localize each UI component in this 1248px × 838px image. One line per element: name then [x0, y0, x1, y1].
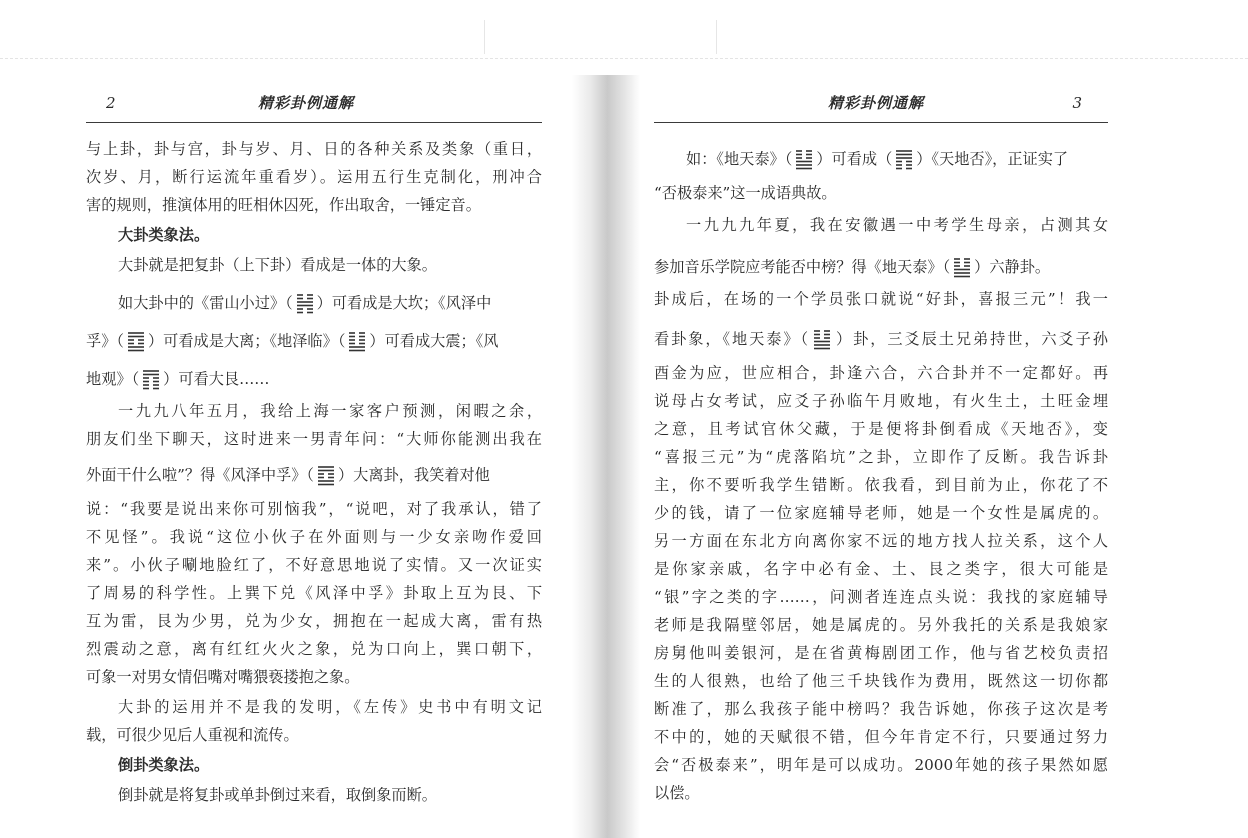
section-heading: 倒卦类象法。 [118, 756, 210, 774]
text-line: 一九九九年夏，我在安徽遇一中考学生母亲，占测其女 [686, 216, 1108, 234]
text-line: 大卦就是把复卦（上下卦）看成是一体的大象。 [118, 256, 437, 274]
text-line: 老师是我隔壁邻居，她是属虎的。另外我托的关系是我娘家 [654, 616, 1108, 634]
text-line: 少的钱，请了一位家庭辅导老师，她是一个女性是属虎的。 [654, 504, 1108, 522]
text-span: ）六静卦。 [974, 258, 1051, 276]
text-line [654, 145, 1108, 173]
text-line [654, 253, 1108, 281]
text-line: 是你家亲戚，名字中必有金、土、艮之类字，很大可能是 [654, 560, 1108, 578]
text-line: 朋友们坐下聊天，这时进来一男青年问：“大师你能测出我在 [86, 430, 542, 448]
text-line: 了周易的科学性。上巽下兑《风泽中孚》卦取上互为艮、下 [86, 584, 542, 602]
text-line [654, 325, 1108, 353]
hexagram-icon [953, 257, 971, 279]
section-heading: 大卦类象法。 [118, 226, 210, 244]
text-line [86, 365, 542, 393]
text-span: ）《天地否》，正证实了 [916, 150, 1069, 168]
text-span: ）大离卦，我笑着对他 [337, 466, 490, 484]
text-line: 以偿。 [654, 784, 700, 802]
hexagram-icon [296, 293, 314, 315]
text-span: ）可看成是大离；《地泽临》（ [147, 332, 346, 350]
text-span: 看卦象，《地天泰》（ [654, 330, 811, 348]
text-line: 倒卦就是将复卦或单卦倒过来看，取倒象而断。 [118, 786, 437, 804]
text-line: 次岁、月，断行运流年重看岁）。运用五行生克制化，刑冲合 [86, 168, 542, 186]
text-line: 烈震动之意，离有红红火火之象，兑为口向上，巽口朝下， [86, 640, 542, 658]
text-line: 说母占女考试，应爻子孙临午月败地，有火生土，土旺金埋 [654, 392, 1108, 410]
running-title: 精彩卦例通解 [258, 94, 355, 112]
running-title: 精彩卦例通解 [828, 94, 925, 112]
hexagram-icon [895, 149, 913, 171]
text-line: 一九九八年五月，我给上海一家客户预测，闲暇之余， [118, 402, 542, 420]
text-line: 不见怪”。我说“这位小伙子在外面则与一少女亲吻作爱回 [86, 528, 542, 546]
book-gutter-shadow [572, 75, 640, 838]
text-line: 另一方面在东北方向离你家不远的地方找人拉关系，这个人 [654, 532, 1108, 550]
text-line [86, 327, 542, 355]
text-span: ）可看成是大坎；《风泽中 [316, 294, 492, 312]
text-line: 卦成后，在场的一个学员张口就说“好卦，喜报三元”！我一 [654, 290, 1108, 308]
hexagram-icon [813, 329, 831, 351]
text-line: 之意，且考试官休父藏，于是便将卦倒看成《天地否》，变 [654, 420, 1108, 438]
text-line: 会“否极泰来”，明年是可以成功。2000年她的孩子果然如愿 [654, 756, 1108, 774]
hexagram-icon [795, 149, 813, 171]
text-line: 主，你不要听我学生错断。依我看，到目前为止，你花了不 [654, 476, 1108, 494]
text-line: 房舅他叫姜银河，是在省黄梅剧团工作，他与省艺校负责招 [654, 644, 1108, 662]
scan-fold-line [0, 58, 1248, 59]
text-line [86, 289, 542, 317]
text-span: 孚》（ [86, 332, 124, 350]
text-line: 不中的，她的天赋很不错，但今年肯定不行，只要通过努力 [654, 728, 1108, 746]
right-page [654, 86, 1108, 802]
hexagram-icon [317, 465, 335, 487]
text-line: 来”。小伙子唰地脸红了，不好意思地说了实情。又一次证实 [86, 556, 542, 574]
text-line: 断准了，那么我孩子能中榜吗？我告诉她，你孩子这次是考 [654, 700, 1108, 718]
hexagram-icon [348, 331, 366, 353]
text-line [86, 461, 542, 489]
text-line: “喜报三元”为“虎落陷坑”之卦，立即作了反断。我告诉卦 [654, 448, 1108, 466]
text-line: 互为雷，艮为少男，兑为少女，拥抱在一起成大离，雷有热 [86, 612, 542, 630]
text-line: 说：“我要是说出来你可别恼我”，“说吧，对了我承认，错了 [86, 500, 542, 518]
hexagram-icon [142, 369, 160, 391]
text-span: ）可看成大震；《风 [369, 332, 499, 350]
text-line: “否极泰来”这一成语典故。 [654, 184, 837, 202]
text-span: 外面干什么啦”？得《风泽中孚》（ [86, 466, 314, 484]
text-line: 与上卦，卦与宫，卦与岁、月、日的各种关系及类象（重日， [86, 140, 542, 158]
text-span: 地观》（ [86, 370, 140, 388]
text-line: 可象一对男女情侣嘴对嘴猥亵搂抱之象。 [86, 668, 360, 686]
hexagram-icon [127, 331, 145, 353]
page-number: 3 [1072, 94, 1082, 112]
text-span: ）可看大艮…… [163, 370, 270, 388]
text-span: ）卦，三爻辰土兄弟持世，六爻子孙 [834, 330, 1108, 348]
text-span: 如大卦中的《雷山小过》（ [118, 294, 293, 312]
text-line: 酉金为应，世应相合，卦逢六合，六合卦并不一定都好。再 [654, 364, 1108, 382]
scan-edge-mark [716, 20, 717, 54]
text-line: 害的规则，推演体用的旺相休囚死，作出取舍，一锤定音。 [86, 196, 481, 214]
text-span: 如：《地天泰》（ [686, 150, 793, 168]
text-line: 载，可很少见后人重视和流传。 [86, 726, 299, 744]
page-header [86, 86, 542, 123]
text-span: 参加音乐学院应考能否中榜？得《地天泰》（ [654, 258, 951, 276]
text-line: 大卦的运用并不是我的发明，《左传》史书中有明文记 [118, 698, 542, 716]
text-span: ）可看成（ [816, 150, 893, 168]
page-header [654, 86, 1108, 123]
page-number: 2 [106, 94, 116, 112]
text-line: 生的人很熟，也给了他三千块钱作为费用，既然这一切你都 [654, 672, 1108, 690]
left-page [86, 86, 542, 804]
scan-edge-mark [484, 20, 485, 54]
text-line: “银”字之类的字……，问测者连连点头说：我找的家庭辅导 [654, 588, 1108, 606]
